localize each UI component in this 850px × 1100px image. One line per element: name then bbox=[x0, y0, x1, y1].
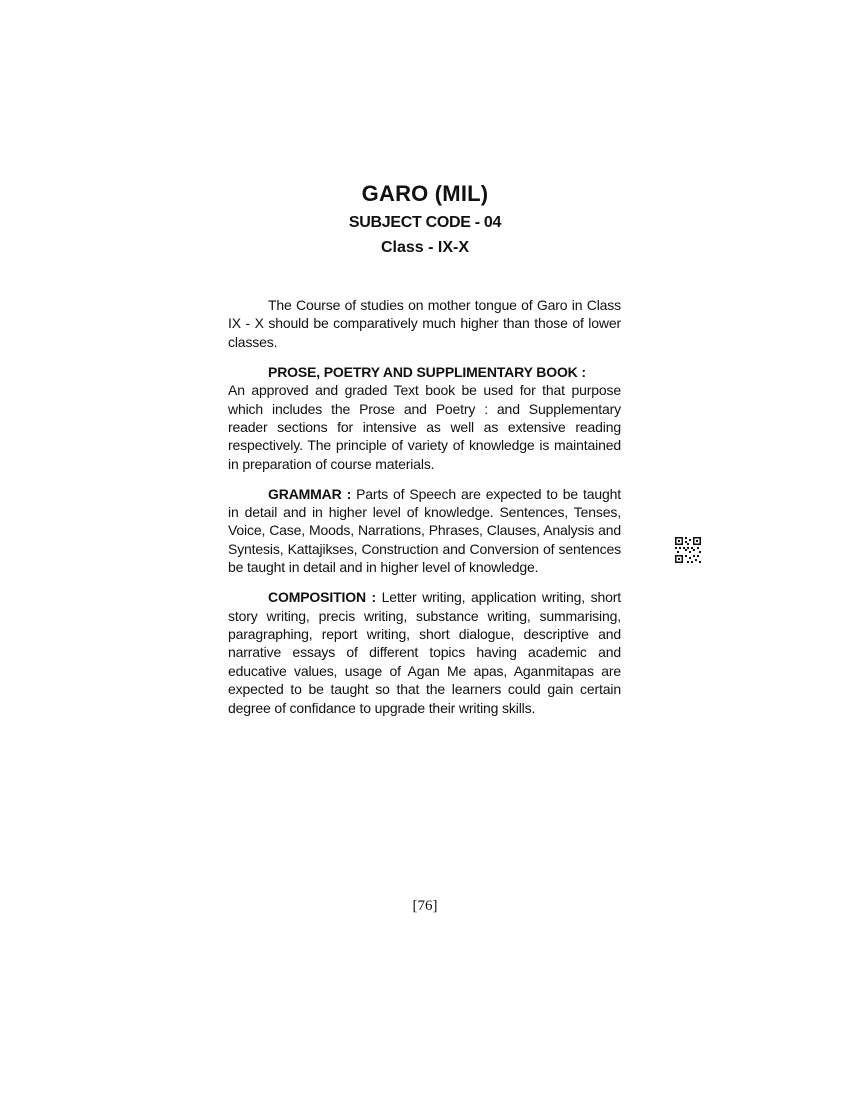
qr-code-icon[interactable] bbox=[675, 537, 701, 563]
page-number: [76] bbox=[412, 898, 438, 914]
intro-paragraph: The Course of studies on mother tongue of Garo in Class IX - X should be comparatively much higher than those of lower classes. bbox=[228, 297, 621, 350]
prose-paragraph bbox=[228, 363, 621, 473]
grammar-paragraph bbox=[228, 485, 621, 577]
prose-heading: PROSE, POETRY AND SUPPLIMENTARY BOOK : bbox=[268, 363, 586, 380]
page-title: GARO (MIL) bbox=[361, 181, 489, 206]
composition-paragraph bbox=[228, 588, 621, 717]
grammar-body: Parts of Speech are expected to be taught in detail and in higher level of knowledge. Sentences, Tenses, Voice, Case, Moods, Narrations, Phrases, Clauses, Analysis and Syntesis, Kattajikses, Construction and Conversion of sentences be taught in detail and in higher level of knowledge. bbox=[228, 485, 621, 576]
class-label: Class - IX-X bbox=[380, 239, 470, 256]
composition-body: Letter writing, application writing, short story writing, precis writing, substance writing, summarising, paragraphing, report writing, short dialogue, descriptive and narrative essays of different topics having academic and educative values, usage of Agan Me apas, Aganmitapas are expected to be taught so that the learners could gain certain degree of confidance to upgrade their writing skills. bbox=[228, 589, 621, 716]
syllabus-body bbox=[228, 296, 621, 729]
subject-code: SUBJECT CODE - 04 bbox=[348, 214, 502, 231]
composition-heading: COMPOSITION : bbox=[268, 589, 377, 606]
prose-body: An approved and graded Text book be used for that purpose which includes the Prose and Poetry : and Supplementary reader sections for intensive as well as extensive reading respectively. The principle of variety of knowledge is maintained in preparation of course materials. bbox=[228, 382, 621, 472]
grammar-heading: GRAMMAR : bbox=[268, 485, 352, 502]
